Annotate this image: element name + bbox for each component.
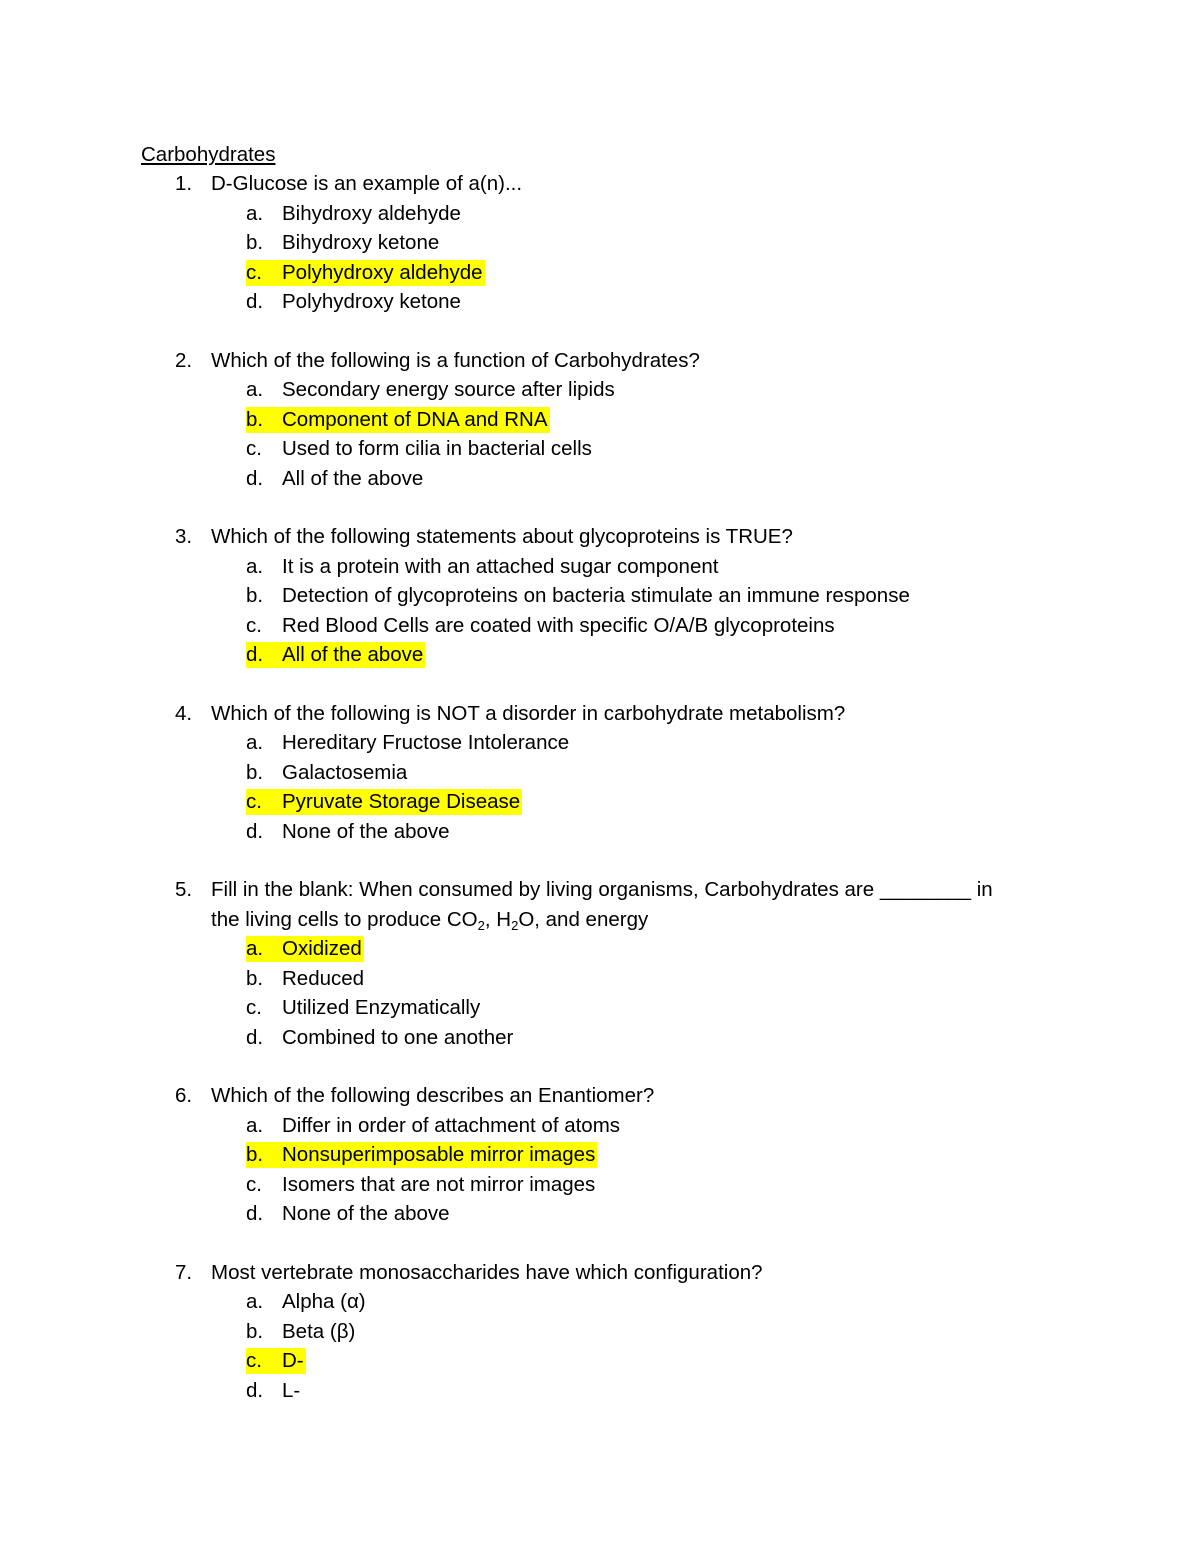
option-text: None of the above: [282, 1202, 450, 1225]
question-text: Which of the following is NOT a disorder in carbohydrate metabolism?: [211, 702, 846, 725]
question-text-segment: the living cells to produce CO: [211, 908, 478, 931]
option-letter: b.: [246, 231, 264, 254]
option-letter: b.: [246, 1320, 264, 1343]
option-text: Polyhydroxy aldehyde: [282, 261, 483, 284]
option-letter: d.: [246, 290, 264, 313]
answer-option: [246, 1319, 355, 1345]
question-number: 1.: [175, 172, 193, 195]
document-title: Carbohydrates: [141, 143, 276, 166]
option-letter: c.: [246, 790, 262, 813]
option-letter: b.: [246, 1143, 264, 1166]
option-letter: b.: [246, 967, 264, 990]
option-letter: c.: [246, 1349, 262, 1372]
answer-option: [246, 1172, 595, 1198]
question-number: 4.: [175, 702, 193, 725]
question-number: 6.: [175, 1084, 193, 1107]
option-text: Hereditary Fructose Intolerance: [282, 731, 570, 754]
question-number: 2.: [175, 349, 193, 372]
option-letter: c.: [246, 1173, 262, 1196]
answer-option: [246, 554, 718, 580]
option-text: Isomers that are not mirror images: [282, 1173, 596, 1196]
answer-option: [246, 730, 569, 756]
answer-option: [246, 377, 615, 403]
option-letter: c.: [246, 437, 262, 460]
question-text: Which of the following describes an Enantiomer?: [211, 1084, 655, 1107]
option-text: L-: [282, 1379, 301, 1402]
option-text: Beta (β): [282, 1320, 356, 1343]
option-text: Secondary energy source after lipids: [282, 378, 615, 401]
option-letter: a.: [246, 555, 264, 578]
question-number: 3.: [175, 525, 193, 548]
option-text: D-: [282, 1349, 304, 1372]
option-text: Reduced: [282, 967, 365, 990]
question-text: Which of the following statements about glycoproteins is TRUE?: [211, 525, 793, 548]
answer-option-correct: [246, 260, 485, 286]
option-text: Red Blood Cells are coated with specific O/A/B glycoproteins: [282, 614, 835, 637]
option-letter: b.: [246, 584, 264, 607]
option-text: Used to form cilia in bacterial cells: [282, 437, 592, 460]
option-text: Detection of glycoproteins on bacteria stimulate an immune response: [282, 584, 910, 607]
option-text: Nonsuperimposable mirror images: [282, 1143, 596, 1166]
option-letter: c.: [246, 261, 262, 284]
answer-option: [246, 466, 423, 492]
option-letter: d.: [246, 643, 264, 666]
subscript: 2: [511, 918, 519, 933]
option-letter: a.: [246, 378, 264, 401]
answer-option: [246, 760, 407, 786]
answer-option: [246, 1201, 450, 1227]
option-letter: a.: [246, 202, 264, 225]
question-text-segment: O, and energy: [518, 908, 649, 931]
option-text: Differ in order of attachment of atoms: [282, 1114, 621, 1137]
option-text: All of the above: [282, 643, 424, 666]
answer-option: [246, 613, 835, 639]
option-letter: b.: [246, 761, 264, 784]
question-text-line-2: [211, 907, 648, 933]
answer-option-correct: [246, 1142, 597, 1168]
option-text: Bihydroxy aldehyde: [282, 202, 461, 225]
answer-option: [246, 201, 461, 227]
option-text: Utilized Enzymatically: [282, 996, 481, 1019]
answer-option: [246, 819, 450, 845]
option-letter: a.: [246, 1114, 264, 1137]
question-text: Which of the following is a function of Carbohydrates?: [211, 349, 700, 372]
option-letter: a.: [246, 937, 264, 960]
question-text-line-1: Fill in the blank: When consumed by living organisms, Carbohydrates are ________ in: [211, 878, 993, 901]
option-text: Pyruvate Storage Disease: [282, 790, 521, 813]
answer-option: [246, 1113, 620, 1139]
option-text: Bihydroxy ketone: [282, 231, 440, 254]
option-letter: d.: [246, 467, 264, 490]
answer-option-correct: [246, 642, 425, 668]
option-text: Polyhydroxy ketone: [282, 290, 461, 313]
option-letter: c.: [246, 996, 262, 1019]
option-letter: c.: [246, 614, 262, 637]
option-letter: d.: [246, 1202, 264, 1225]
answer-option: [246, 1289, 366, 1315]
answer-option-correct: [246, 407, 550, 433]
answer-option-correct: [246, 1348, 306, 1374]
question-number: 7.: [175, 1261, 193, 1284]
option-text: Component of DNA and RNA: [282, 408, 548, 431]
option-text: Alpha (α): [282, 1290, 366, 1313]
answer-option: [246, 583, 910, 609]
answer-option: [246, 995, 480, 1021]
option-text: It is a protein with an attached sugar component: [282, 555, 719, 578]
answer-option-correct: [246, 936, 364, 962]
option-letter: d.: [246, 1379, 264, 1402]
option-letter: d.: [246, 1026, 264, 1049]
question-number: 5.: [175, 878, 193, 901]
option-text: Galactosemia: [282, 761, 408, 784]
option-text: Combined to one another: [282, 1026, 514, 1049]
answer-option: [246, 1025, 513, 1051]
answer-option: [246, 1378, 300, 1404]
answer-option-correct: [246, 789, 522, 815]
option-text: Oxidized: [282, 937, 362, 960]
option-letter: a.: [246, 1290, 264, 1313]
option-text: All of the above: [282, 467, 424, 490]
question-text: D-Glucose is an example of a(n)...: [211, 172, 523, 195]
option-letter: b.: [246, 408, 264, 431]
option-letter: a.: [246, 731, 264, 754]
answer-option: [246, 230, 439, 256]
subscript: 2: [477, 918, 485, 933]
question-text-segment: , H: [484, 908, 512, 931]
answer-option: [246, 436, 592, 462]
option-text: None of the above: [282, 820, 450, 843]
answer-option: [246, 966, 364, 992]
answer-option: [246, 289, 461, 315]
option-letter: d.: [246, 820, 264, 843]
question-text: Most vertebrate monosaccharides have which configuration?: [211, 1261, 763, 1284]
